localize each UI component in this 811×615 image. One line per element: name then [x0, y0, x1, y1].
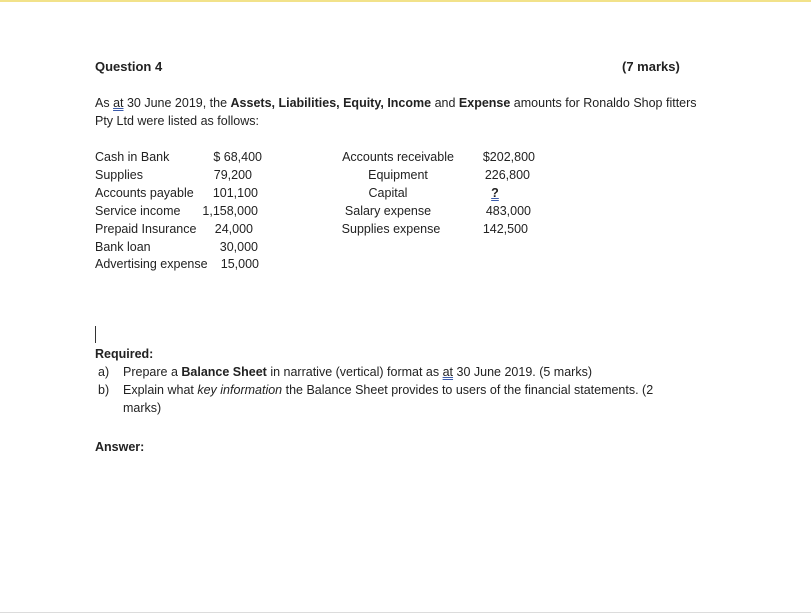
right-item-value: 483,000	[485, 204, 531, 218]
bottom-border	[0, 612, 811, 613]
right-item-value: $202,800	[482, 150, 535, 164]
required-heading: Required:	[95, 347, 154, 361]
right-item-label: Salary expense	[344, 204, 432, 218]
right-item-label: Supplies expense	[341, 222, 441, 236]
right-item-label: Capital	[368, 186, 408, 200]
list-letter-b: b)	[98, 383, 110, 397]
left-item-label: Bank loan	[95, 240, 151, 254]
left-item-value: 79,200	[213, 168, 252, 182]
list-letter-a: a)	[98, 365, 110, 379]
required-item-b: Explain what key information the Balance Sheet provides to users of the financial statements. (2	[123, 383, 654, 397]
capital-unknown-value: ?	[491, 186, 499, 200]
left-item-label: Prepaid Insurance	[95, 222, 197, 236]
left-item-value: $ 68,400	[213, 150, 262, 164]
answer-label: Answer:	[95, 440, 145, 454]
left-item-label: Advertising expense	[95, 257, 208, 271]
intro-line-2: Pty Ltd were listed as follows:	[95, 114, 259, 128]
question-marks: (7 marks)	[622, 59, 680, 74]
left-item-value: 101,100	[212, 186, 258, 200]
left-item-value: 30,000	[219, 240, 258, 254]
left-item-value: 15,000	[220, 257, 259, 271]
right-item-value: 142,500	[482, 222, 528, 236]
left-item-label: Service income	[95, 204, 181, 218]
left-item-label: Supplies	[95, 168, 143, 182]
intro-line-1: As at 30 June 2019, the Assets, Liabilities, Equity, Income and Expense amounts for Ronaldo Shop fitters	[95, 96, 697, 110]
top-border	[0, 0, 811, 2]
right-item-label: Accounts receivable	[342, 150, 454, 164]
left-item-value: 24,000	[214, 222, 253, 236]
left-item-label: Cash in Bank	[95, 150, 170, 164]
text-cursor[interactable]	[95, 326, 96, 343]
required-item-b-continuation: marks)	[123, 401, 162, 415]
question-title: Question 4	[95, 59, 163, 74]
right-item-label: Equipment	[368, 168, 428, 182]
left-item-label: Accounts payable	[95, 186, 194, 200]
required-item-a: Prepare a Balance Sheet in narrative (vertical) format as at 30 June 2019. (5 marks)	[123, 365, 592, 379]
left-item-value: 1,158,000	[202, 204, 258, 218]
right-item-value: 226,800	[484, 168, 530, 182]
